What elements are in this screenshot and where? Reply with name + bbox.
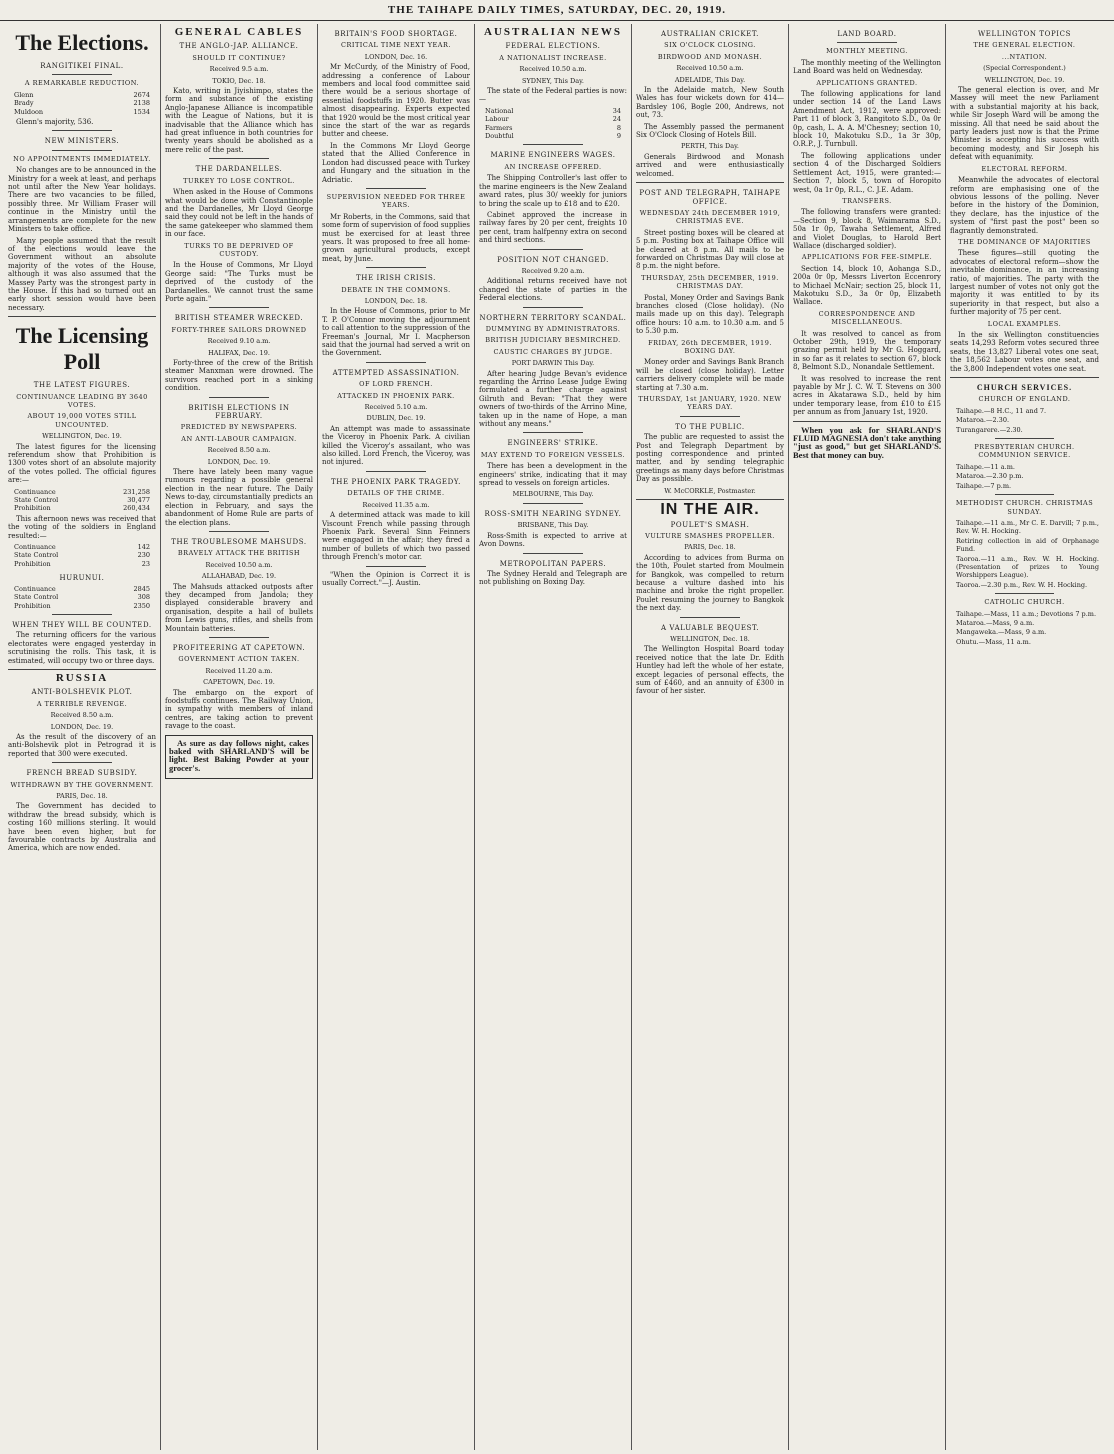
general-cables-headline: GENERAL CABLES (174, 26, 304, 38)
parties-table (485, 107, 621, 141)
public-heading: TO THE PUBLIC. (675, 422, 745, 431)
article-paragraph: The returning officers for the various electorates were engaged yesterday in scrutinising the rolls. This task, it is estimated, will occupy two or three days. (8, 631, 156, 665)
caustic-heading: CAUSTIC CHARGES BY JUDGE. (493, 347, 613, 356)
article-paragraph: Ross-Smith is expected to arrive at Avon Downs. (479, 531, 627, 549)
article-paragraph: The embargo on the export of foodstuffs continues. The Railway Union, in sympathy with members of inland centres, are taking action to prevent ravage to the coast. (165, 688, 313, 731)
closing-heading: SIX O'CLOCK CLOSING. (664, 41, 756, 50)
dateline: LONDON, Dec. 19. (50, 722, 114, 731)
table-row: Continuance 231,258 (14, 487, 150, 496)
australian-news-headline: AUSTRALIAN NEWS (484, 26, 622, 38)
dateline: PERTH, This Day. (681, 142, 739, 151)
anti-labour-heading: AN ANTI-LABOUR CAMPAIGN. (181, 434, 297, 443)
article-paragraph: It was resolved to cancel as from October 29th, 1919, the temporary grazing permit held by Mr G. Hoggard, in so far as it relates to section 67, block 8, Belmont S.D., Nonandale Settlement. (793, 329, 941, 372)
poll-table (14, 488, 150, 513)
strike-heading: ENGINEERS' STRIKE. (507, 439, 599, 448)
dateline: HALIFAX, Dec. 19. (208, 348, 270, 357)
monthly-heading: MONTHLY MEETING. (826, 47, 908, 56)
dateline: WELLINGTON, Dec. 19. (42, 432, 122, 441)
list-item: Mataroa.—2.30. (956, 416, 1010, 425)
divider (523, 144, 582, 145)
article-paragraph: Postal, Money Order and Savings Bank branches closed (Close holiday). (No mails made up on this day). Telegraph office hours: 10 a.m. to 10.30 a.m. and 5 to 5.30 p.m. (636, 293, 784, 336)
table-row: Prohibition 260,434 (14, 504, 150, 513)
bravely-heading: BRAVELY ATTACK THE BRITISH (177, 549, 301, 558)
alliance-heading: THE ANGLO-JAP. ALLIANCE. (179, 42, 299, 51)
divider (366, 188, 425, 189)
article-paragraph: Forty-three of the crew of the British steamer Manxman were drowned. The survivors reached port in a sinking condition. (165, 359, 313, 393)
article-paragraph: The Shipping Controller's last offer to the marine engineers is the New Zealand award rates, plus 30/ weekly for juniors to bring the scale up to £18 and to £20. (479, 174, 627, 208)
dateline: CAPETOWN, Dec. 19. (203, 678, 275, 687)
divider (636, 182, 784, 183)
supervision-heading: SUPERVISION NEEDED FOR THREE YEARS. (326, 192, 466, 210)
received-time: Received 9.5 a.m. (209, 65, 269, 74)
xmas-day-heading: THURSDAY, 25th DECEMBER, 1919. CHRISTMAS DAY. (641, 273, 779, 291)
column-3 (318, 24, 475, 1450)
article-paragraph: As the result of the discovery of an anti-Bolshevik plot in Petrograd it is reported that 300 were executed. (8, 732, 156, 758)
new-year-heading: THURSDAY, 1st JANUARY, 1920. NEW YEARS DAY. (638, 395, 782, 412)
xmas-eve-heading: WEDNESDAY 24th DECEMBER 1919, CHRISTMAS EVE. (639, 208, 781, 226)
metro-heading: METROPOLITAN PAPERS. (499, 559, 607, 568)
vulture-heading: VULTURE SMASHES PROPELLER. (645, 531, 775, 540)
boxing-heading: FRIDAY, 26th DECEMBER, 1919. BOXING DAY. (648, 338, 772, 355)
transfers-heading: TRANSFERS. (842, 196, 892, 205)
table-row: State Control 308 (14, 593, 150, 602)
turkey-heading: TURKEY TO LOSE CONTROL. (183, 176, 295, 185)
article-paragraph: Meanwhile the advocates of electoral reform are emphasising one of the obvious lessons of the polling. Never before in the history of the Dominion, they declare, has the injustice of the system of "first past the post" been so flagrantly demonstrated. (950, 176, 1099, 235)
reform-heading: ELECTORAL REFORM. (981, 164, 1068, 173)
article-paragraph: The monthly meeting of the Wellington Land Board was held on Wednesday. (793, 58, 941, 76)
article-paragraph: The Sydney Herald and Telegraph are not publishing on Boxing Day. (479, 569, 627, 587)
received-time: Received 9.20 a.m. (521, 266, 585, 275)
dateline: PARIS, Dec. 18. (56, 792, 108, 800)
austin-advert: "When the Opinion is Correct it is usually Correct."—J. Austin. (322, 570, 470, 587)
received-time: Received 11.35 a.m. (362, 500, 430, 509)
list-item: Taoroa.—2.30 p.m., Rev. W. H. Hocking. (956, 580, 1088, 589)
local-heading: LOCAL EXAMPLES. (987, 319, 1062, 328)
column-1 (4, 24, 161, 1450)
article-paragraph: Many people assumed that the result of the elections would leave the Government without an absolute majority of the votes of the House, although it was also assumed that the Massey Party was the strongest party in the House. If this had so turned out an early short session would have been necessary. (8, 236, 156, 312)
bread-heading: FRENCH BREAD SUBSIDY. (26, 769, 138, 778)
column-4 (475, 24, 632, 1450)
article-paragraph: In the Commons Mr Lloyd George stated that the Allied Conference in London had discussed peace with Turkey and Hungary and the situation in the Adriatic. (322, 141, 470, 184)
applications-heading: APPLICATIONS GRANTED. (816, 78, 918, 87)
article-paragraph: The following transfers were granted:—Section 9, block 8, Waimarama S.D., 50a 1r 0p, Tawaha Settlement, Alfred and Violet Douglas, to Harold Bert Wallace (discharged soldier). (793, 208, 941, 250)
received-time: Received 5.10 a.m. (364, 403, 428, 412)
russia-headline: RUSSIA (55, 671, 109, 684)
dateline: WELLINGTON, Dec. 18. (670, 634, 750, 643)
sharland-advert: As sure as day follows night, cakes baked with SHARLAND'S will be light. Best Baking Powder at your grocer's. (165, 735, 313, 780)
dateline: LONDON, Dec. 18. (364, 296, 428, 305)
divider (366, 362, 425, 363)
divider (995, 593, 1055, 594)
divider (8, 669, 156, 670)
counted-heading: WHEN THEY WILL BE COUNTED. (12, 620, 152, 629)
dardanelles-heading: THE DARDANELLES. (195, 165, 283, 174)
topics-heading: WELLINGTON TOPICS (977, 30, 1072, 38)
list-item: Taihape.—11 a.m., Mr C. E. Darvill; 7 p.m., Rev. W. H. Hocking. (956, 518, 1099, 536)
article-paragraph: This afternoon news was received that the voting of the soldiers in England resulted:— (8, 514, 156, 540)
continue-heading: SHOULD IT CONTINUE? (192, 53, 286, 62)
rosssmith-heading: ROSS-SMITH NEARING SYDNEY. (484, 509, 622, 518)
list-item: Taihape.—11 a.m. (956, 462, 1015, 471)
article-paragraph: The latest figures for the licensing referendum show that Prohibition is 1300 votes short of an absolute majority of the votes polled. The official figures are:— (8, 442, 156, 485)
received-time: Received 10.50 a.m. (676, 64, 744, 73)
article-paragraph: Additional returns received have not changed the state of parties in the Federal elections. (479, 277, 627, 303)
divider (793, 421, 941, 422)
divider (366, 566, 425, 567)
article-paragraph: The Wellington Hospital Board today received notice that the late Dr. Edith Huntley had left the whole of her estate, except legacies of personal effects, the sum of £460, and an annuity of £300 in favour of her sister. (636, 645, 784, 696)
rangitikei-heading: RANGITIKEI FINAL. (40, 62, 124, 70)
article-paragraph: It was resolved to increase the rent payable by Mr J. C. W. T. Stevens on 300 acres in Akatarawa S.D., held by him under temporary lease, from £10 to £15 per annum as from January 1st, 1920. (793, 374, 941, 417)
results-table (14, 91, 150, 116)
lord-french-heading: OF LORD FRENCH. (359, 380, 433, 389)
increase-heading: AN INCREASE OFFERED. (504, 162, 602, 171)
table-row: State Control 30,477 (14, 496, 150, 505)
tragedy-heading: THE PHOENIX PARK TRAGEDY. (331, 477, 461, 486)
divider (52, 130, 111, 131)
presbyterian-heading: PRESBYTERIAN CHURCH. COMMUNION SERVICE. (974, 443, 1075, 460)
mahsuds-heading: THE TROUBLESOME MAHSUDS. (171, 537, 307, 546)
dateline: BRISBANE, This Day. (517, 521, 589, 530)
masthead: THE TAIHAPE DAILY TIMES, SATURDAY, DEC. 20, 1919. (0, 0, 1114, 21)
dateline: WELLINGTON, Dec. 19. (984, 75, 1065, 84)
anglican-heading: CHURCH OF ENGLAND. (978, 395, 1071, 404)
territory-heading: NORTHERN TERRITORY SCANDAL. (479, 313, 627, 322)
majority-text: Glenn's majority, 536. (16, 118, 94, 127)
article-paragraph: The Government has decided to withdraw the bread subsidy, which is costing 160 millions sterling. It would have been even higher, but for favourable contracts by Australia and America, which are now ended. (8, 802, 156, 853)
received-time: Received 8.50 a.m. (207, 446, 271, 455)
uncounted-heading: ABOUT 19,000 VOTES STILL UNCOUNTED. (27, 412, 137, 429)
bequest-heading: A VALUABLE BEQUEST. (660, 623, 760, 632)
dateline: MELBOURNE, This Day. (512, 490, 594, 499)
article-paragraph: In the Adelaide match, New South Wales has four wickets down for 414—Bardsley 106, Bogle 200, Andrews, not out, 73. (636, 86, 784, 120)
steamer-heading: BRITISH STEAMER WRECKED. (174, 314, 304, 323)
article-paragraph: In the House of Commons, Mr Lloyd George said: "The Turks must be deprived of the custody of the Dardanelles. We cannot trust the same Porte again." (165, 261, 313, 303)
dateline: LONDON, Dec. 16. (364, 52, 428, 61)
table-row: Prohibition 23 (14, 559, 150, 568)
article-paragraph: The Mahsuds attacked outposts after they decamped from Jandola; they displayed considerable bravery and organisation, despite a hail of bullets from Lewis guns, rifles, and shells from Mountain batteries. (165, 582, 313, 633)
article-paragraph: Kato, writing in Jiyishimpo, states the form and substance of the existing Anglo-Japanese Alliance is incompatible with the League of Nations, but it is inadvisable that the Alliance which has had great influence in both countries for twenty years should be abolished as a mere relic of the past. (165, 87, 313, 154)
divider (995, 438, 1055, 439)
postmaster-signature: W. McCORKLE, Postmaster. (664, 486, 756, 495)
latest-heading: THE LATEST FIGURES. (33, 381, 131, 390)
received-time: Received 10.50 a.m. (519, 65, 587, 74)
article-paragraph: The state of the Federal parties is now:— (479, 87, 627, 104)
soldier-table (14, 543, 150, 568)
article-paragraph: The following applications under section 4 of the Discharged Soldiers Settlement Act, 1915, were granted:—Section 7, block 5, town of Horopito west, 0a 1r 0p, R.L., C. J.E. Adam. (793, 151, 941, 194)
divider (209, 397, 268, 398)
divider (209, 531, 268, 532)
dateline: LONDON, Dec. 19. (207, 457, 271, 466)
list-item: Mataroa.—2.30 p.m. (956, 472, 1024, 481)
minorities-heading: THE DOMINANCE OF MAJORITIES (958, 237, 1091, 246)
table-row: Continuance 2845 (14, 584, 150, 593)
irish-heading: THE IRISH CRISIS. (356, 274, 436, 283)
table-row: Prohibition 2350 (14, 601, 150, 610)
table-row: Doubtful 9 (485, 132, 621, 141)
list-item: Retiring collection in aid of Orphanage Fund. (956, 536, 1099, 554)
article-paragraph: There have lately been many vague rumours regarding a possible general election in the near future. The Daily News to-day, circumstantially predicts an election in February, and says the abandonment of Home Rule are parts of the election plans. (165, 468, 313, 527)
details-heading: DETAILS OF THE CRIME. (347, 489, 445, 498)
magnesia-advert: When you ask for SHARLAND'S FLUID MAGNESIA don't take anything "just as good," but get SHARLAND'S. Best that money can buy. (793, 424, 941, 460)
licensing-headline: The Licensing Poll (15, 323, 149, 375)
divider (523, 249, 582, 250)
received-time: Received 9.10 a.m. (207, 337, 271, 346)
column-7 (946, 24, 1103, 1450)
predicted-heading: PREDICTED BY NEWSPAPERS. (180, 423, 298, 432)
divider (523, 307, 582, 308)
divider (52, 614, 111, 615)
received-time: Received 8.50 a.m. (50, 711, 114, 720)
divider (680, 617, 739, 618)
profiteering-heading: PROFITEERING AT CAPETOWN. (172, 643, 306, 652)
divider (636, 499, 784, 500)
dummying-heading: DUMMYING BY ADMINISTRATORS. (485, 324, 621, 333)
dateline: PARIS, Dec. 18. (684, 543, 736, 552)
hurunui-heading: HURUNUI. (59, 574, 105, 583)
cricket-heading: AUSTRALIAN CRICKET. (661, 30, 759, 38)
dateline: ALLAHABAD, Dec. 19. (201, 572, 277, 581)
divider (209, 307, 268, 308)
appointments-heading: NO APPOINTMENTS IMMEDIATELY. (13, 154, 151, 163)
table-row: Labour 24 (485, 115, 621, 124)
elections-feb-heading: BRITISH ELECTIONS IN FEBRUARY. (188, 403, 290, 421)
article-paragraph: Generals Birdwood and Monash arrived and were enthusiastically welcomed. (636, 152, 784, 178)
article-paragraph: There has been a development in the engineers' strike, indicating that it may spread to vessels on foreign articles. (479, 462, 627, 488)
land-board-heading: LAND BOARD. (837, 30, 897, 38)
divider (950, 377, 1099, 378)
received-time: Received 11.20 a.m. (205, 666, 273, 675)
table-row: State Control 230 (14, 551, 150, 560)
air-headline: IN THE AIR. (660, 501, 760, 519)
table-row: Continuance 142 (14, 543, 150, 552)
correspondence-heading: CORRESPONDENCE AND MISCELLANEOUS. (818, 309, 916, 327)
divider (52, 762, 111, 763)
divider (837, 42, 896, 43)
table-row: Farmers 8 (485, 123, 621, 132)
divider (995, 494, 1055, 495)
government-action-heading: GOVERNMENT ACTION TAKEN. (178, 655, 300, 664)
ministers-heading: NEW MINISTERS. (44, 137, 120, 146)
special-correspondent: (Special Correspondent.) (983, 64, 1066, 73)
divider (523, 553, 582, 554)
list-item: Taihape.—8 H.C., 11 and 7. (956, 406, 1047, 415)
received-time: Received 10.50 a.m. (205, 560, 273, 569)
methodist-heading: METHODIST CHURCH. CHRISTMAS SUNDAY. (955, 499, 1094, 516)
article-paragraph: No changes are to be announced in the Ministry for a week at least, and perhaps not until after the New Year holidays. There are two vacancies to be filled, possibly three. Mr William Fraser will continue in the Ministry until the arrangements are complete for the new Ministers to take office. (8, 166, 156, 234)
food-heading: BRITAIN'S FOOD SHORTAGE. (334, 30, 458, 38)
divider (8, 316, 156, 317)
divider (366, 471, 425, 472)
divider (209, 637, 268, 638)
debate-heading: DEBATE IN THE COMMONS. (341, 285, 451, 294)
revenge-heading: A TERRIBLE REVENGE. (36, 699, 128, 708)
federal-heading: FEDERAL ELECTIONS. (505, 42, 601, 51)
list-item: Mataroa.—Mass, 9 a.m. (956, 618, 1035, 627)
newspaper-columns (4, 24, 1110, 1450)
custody-heading: TURKS TO BE DEPRIVED OF CUSTODY. (184, 241, 294, 258)
list-item: Taihape.—7 p.m. (956, 481, 1012, 490)
article-paragraph: Money order and Savings Bank Branch will be closed (close holiday). Letter carriers delivery complete will be made starting at 7.30 a.m. (636, 358, 784, 392)
table-row: Brady 2138 (14, 99, 150, 108)
article-paragraph: A determined attack was made to kill Viscount French while passing through Phoenix Park. Several Sinn Feinners were engaged in the affair; they fired a number of bullets of which two passed through French's motor car. (322, 511, 470, 562)
article-paragraph: Street posting boxes will be cleared at 5 p.m. Posting box at Taihape Office will be cleared at 8 p.m. All mails to be forwarded on Christmas Day will close at 8 p.m. the night before. (636, 228, 784, 271)
divider (680, 416, 739, 417)
article-paragraph: In the six Wellington constituencies seats 14,293 Reform votes secured three seats, the 13,827 Liberal votes one seat, the 18,562 Labour votes one seat, and the 3,800 Independent votes one seat. (950, 331, 1099, 373)
divider (523, 432, 582, 433)
article-paragraph: Cabinet approved the increase in railway fares by 20 per cent, freights 10 per cent, tram halfpenny extra on second and third sections. (479, 210, 627, 245)
article-paragraph: After hearing Judge Bevan's evidence regarding the Arrino Lease Judge Ewing formulated a further charge against Gilruth and Bevan: "That they were owners of two-thirds of the Arrino Mine, taken up in the name of Hope, a man without any means." (479, 369, 627, 429)
fee-simple-heading: APPLICATIONS FOR FEE-SIMPLE. (801, 253, 933, 262)
table-row: Muldoon 1534 (14, 107, 150, 116)
reduction-heading: A REMARKABLE REDUCTION. (24, 79, 140, 88)
phoenix-heading: ATTACKED IN PHOENIX PARK. (337, 391, 455, 400)
list-item: Taoroa.—11 a.m., Rev. W. H. Hocking. (Presentation of prizes to Young Worshippers League). (956, 554, 1099, 580)
hurunui-table (14, 585, 150, 610)
dateline: SYDNEY, This Day. (522, 76, 584, 85)
article-paragraph: Section 14, block 10, Aohanga S.D., 200a 0r 0p, Messrs Liverton Eccenrory to Michael McNair; section 25, block 11, Makotuku S.D., 3a 0r 0p, Elizabeth Wallace. (793, 264, 941, 307)
drowned-heading: FORTY-THREE SAILORS DROWNED (171, 325, 307, 334)
poulet-heading: POULET'S SMASH. (670, 520, 750, 529)
article-paragraph: The public are requested to assist the Post and Telegraph Department by posting correspondence and printed matter, and by sending telegraphic greetings as many days before Christmas Day as possible. (636, 433, 784, 484)
article-paragraph: According to advices from Burma on the 10th, Poulet started from Moulmein for Bangkok, was compelled to return because a vulture dashed into his machine and broke the right propeller. Poulet resuming the journey to Bangkok the next day. (636, 553, 784, 613)
article-paragraph: When asked in the House of Commons what would be done with Constantinople and the Dardanelles, Mr Lloyd George said they could not be left in the hands of the same gatekeeper who slammed them in our face. (165, 188, 313, 239)
dateline: DUBLIN, Dec. 19. (366, 414, 426, 423)
article-paragraph: An attempt was made to assassinate the Viceroy in Phoenix Park. A civilian killed the Viceroy's assailant, who was also killed. Lord French, the Viceroy, was not injured. (322, 424, 470, 467)
extend-heading: MAY EXTEND TO FOREIGN VESSELS. (480, 450, 626, 459)
attempted-heading: ATTEMPTED ASSASSINATION. (332, 368, 460, 377)
list-item: Mangaweka.—Mass, 9 a.m. (956, 628, 1047, 637)
list-item: Turangarere.—2.30. (956, 425, 1023, 434)
marine-heading: MARINE ENGINEERS WAGES. (490, 151, 616, 160)
list-item: Ohutu.—Mass, 11 a.m. (956, 637, 1031, 646)
catholic-heading: CATHOLIC CHURCH. (984, 598, 1065, 607)
article-paragraph: Mr McCurdy, of the Ministry of Food, addressing a conference of Labour members and local food committee said there would be a serious shortage of essential foodstuffs in 1920. Butter was almost disappearing. Experts expected that 1920 would be the most critical year since the start of the war as regards butter and cheese. (322, 63, 470, 139)
column-2 (161, 24, 318, 1450)
continuance-heading: CONTINUANCE LEADING BY 3640 VOTES. (16, 392, 148, 409)
bolshevik-heading: ANTI-BOLSHEVIK PLOT. (31, 688, 133, 697)
table-row: Glenn 2674 (14, 90, 150, 99)
column-6 (789, 24, 946, 1450)
column-5 (632, 24, 789, 1450)
elections-headline: The Elections. (15, 30, 149, 55)
table-row: National 34 (485, 106, 621, 115)
article-paragraph: The general election is over, and Mr Massey will meet the new Parliament with a substantial majority at his back, while Sir Joseph Ward will be among the missing. All that need be said about the party leaders just now is that the Prime Minister is accepting his success with becoming modesty, and Sir Joseph his defeat with equanimity. (950, 86, 1099, 162)
divider (366, 267, 425, 268)
article-paragraph: These figures—still quoting the advocates of electoral reform—show the inevitable dominance, in an increasing ratio, of majorities. The party with the largest number of votes not only got the majority it was entitled to by its superiority in that respect, but also a further majority of 75 per cent. (950, 249, 1099, 317)
divider (523, 503, 582, 504)
birdwood-heading: BIRDWOOD AND MONASH. (657, 52, 763, 61)
post-heading: POST AND TELEGRAPH, TAIHAPE OFFICE. (639, 189, 781, 206)
article-paragraph: Mr Roberts, in the Commons, said that some form of supervision of food supplies must be exercised for at least three years. It was proposed to free all home-grown agricultural products, except meat, by June. (322, 212, 470, 263)
critical-heading: CRITICAL TIME NEXT YEAR. (341, 41, 451, 50)
church-services-heading: CHURCH SERVICES. (976, 383, 1073, 393)
dateline: PORT DARWIN This Day. (511, 359, 595, 368)
bread-subheading: WITHDRAWN BY THE GOVERNMENT. (10, 780, 154, 789)
position-heading: POSITION NOT CHANGED. (497, 255, 609, 264)
divider (209, 158, 268, 159)
list-item: Taihape.—Mass, 11 a.m.; Devotions 7 p.m. (956, 609, 1097, 618)
article-paragraph: In the House of Commons, prior to Mr T. P. O'Connor moving the adjournment to call attention to the suppression of the Freeman's Journal, Mr I. Macpherson said that the journal had served a writ on the Government. (322, 307, 470, 358)
nationalist-heading: A NATIONALIST INCREASE. (499, 53, 607, 62)
besmirched-heading: BRITISH JUDICIARY BESMIRCHED. (485, 336, 621, 345)
contention-heading: ...NTATION. (1001, 52, 1048, 61)
article-paragraph: The following applications for land under section 14 of the Land Laws Amendment Act, 1912, were approved: Part 11 of block 3, Rangitoto S.D., 0a 0r 0p, cash, L. A. A. M'Chesney; section 10, block 10, Makotuku S.D., 1a 3r 30p, O.R.P., J. Turnbull. (793, 90, 941, 149)
divider (52, 74, 111, 75)
divider (52, 150, 111, 151)
dateline: ADELAIDE, This Day. (674, 75, 746, 84)
dateline: TOKIO, Dec. 18. (212, 76, 266, 85)
article-paragraph: The Assembly passed the permanent Six O'Clock Closing of Hotels Bill. (636, 122, 784, 140)
general-election-heading: THE GENERAL ELECTION. (973, 41, 1076, 50)
